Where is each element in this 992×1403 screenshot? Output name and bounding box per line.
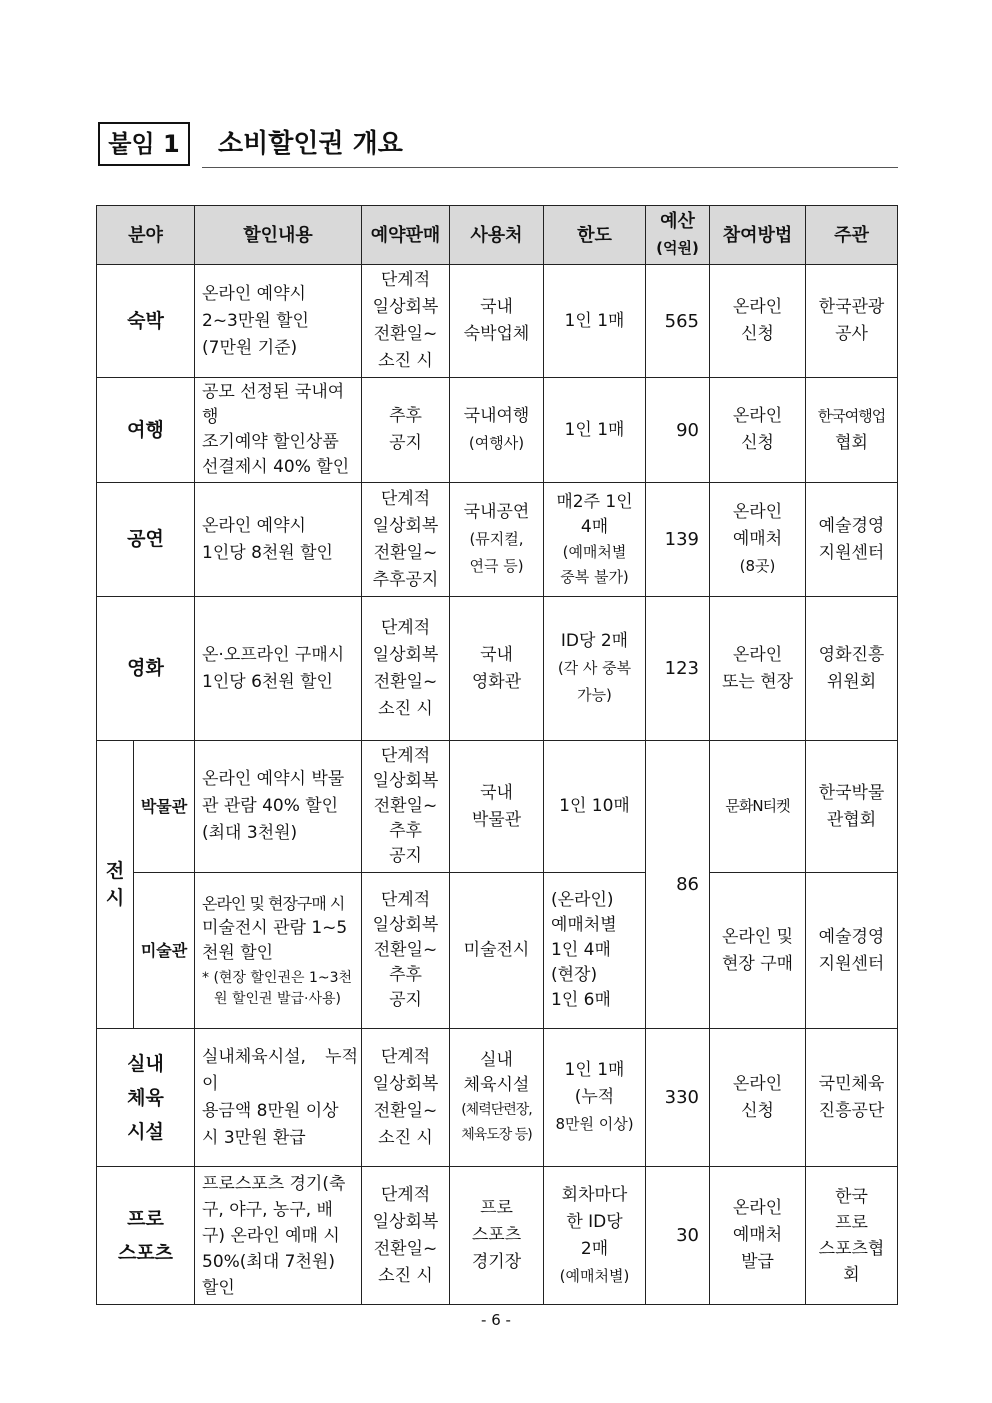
field-pro-sports: 프로 스포츠 bbox=[97, 1167, 195, 1305]
usage-cell: 국내 박물관 bbox=[450, 741, 544, 873]
attachment-badge: 붙임 1 bbox=[98, 122, 190, 166]
usage-cell: 국내공연 (뮤지컬, 연극 등) bbox=[450, 483, 544, 597]
page-number: - 6 - bbox=[481, 1311, 511, 1329]
subfield-gallery: 미술관 bbox=[134, 873, 195, 1029]
field-movie: 영화 bbox=[97, 597, 195, 741]
limit-cell: 1인 1매 bbox=[544, 265, 646, 378]
host-cell: 한국여행업 협회 bbox=[806, 378, 898, 483]
limit-cell: 1인 1매 bbox=[544, 378, 646, 483]
header-limit: 한도 bbox=[544, 206, 646, 265]
budget-cell: 565 bbox=[646, 265, 710, 378]
header-host: 주관 bbox=[806, 206, 898, 265]
table-row bbox=[97, 597, 898, 741]
limit-cell: (온라인) 예매처별 1인 4매 (현장) 1인 6매 bbox=[544, 873, 646, 1029]
method-cell: 문화N티켓 bbox=[710, 741, 806, 873]
limit-cell: 1인 10매 bbox=[544, 741, 646, 873]
content-cell: 온라인 예약시 1인당 8천원 할인 bbox=[195, 483, 362, 597]
budget-cell: 123 bbox=[646, 597, 710, 741]
content-cell: 프로스포츠 경기(축 구, 야구, 농구, 배 구) 온라인 예매 시 50%(최대 7천원) 할인 bbox=[195, 1167, 362, 1305]
discount-voucher-table bbox=[96, 205, 898, 1305]
host-cell: 예술경영 지원센터 bbox=[806, 483, 898, 597]
host-cell: 예술경영 지원센터 bbox=[806, 873, 898, 1029]
method-cell: 온라인 또는 현장 bbox=[710, 597, 806, 741]
method-cell: 온라인 예매처 발급 bbox=[710, 1167, 806, 1305]
field-performance: 공연 bbox=[97, 483, 195, 597]
sale-cell: 단계적 일상회복 전환일~ 추후공지 bbox=[362, 483, 450, 597]
table-row bbox=[97, 873, 898, 1029]
usage-cell: 국내 영화관 bbox=[450, 597, 544, 741]
sale-cell: 단계적 일상회복 전환일~ 소진 시 bbox=[362, 265, 450, 378]
header-sale: 예약판매 bbox=[362, 206, 450, 265]
method-cell: 온라인 신청 bbox=[710, 1029, 806, 1167]
host-cell: 국민체육 진흥공단 bbox=[806, 1029, 898, 1167]
content-cell: 온라인 예약시 박물 관 관람 40% 할인 (최대 3천원) bbox=[195, 741, 362, 873]
table-row bbox=[97, 1029, 898, 1167]
usage-cell: 프로 스포츠 경기장 bbox=[450, 1167, 544, 1305]
budget-cell: 90 bbox=[646, 378, 710, 483]
sale-cell: 단계적 일상회복 전환일~ 소진 시 bbox=[362, 1029, 450, 1167]
content-cell: 실내체육시설, 누적 이 용금액 8만원 이상 시 3만원 환급 bbox=[195, 1029, 362, 1167]
header-budget: 예산 (억원) bbox=[646, 206, 710, 265]
budget-cell: 330 bbox=[646, 1029, 710, 1167]
content-cell: 온·오프라인 구매시 1인당 6천원 할인 bbox=[195, 597, 362, 741]
heading-divider bbox=[202, 167, 898, 168]
table-header-row bbox=[97, 206, 898, 265]
content-cell: 온라인 예약시 2~3만원 할인 (7만원 기준) bbox=[195, 265, 362, 378]
usage-cell: 실내 체육시설 (체력단련장, 체육도장 등) bbox=[450, 1029, 544, 1167]
section-heading bbox=[98, 122, 898, 170]
header-content: 할인내용 bbox=[195, 206, 362, 265]
method-cell: 온라인 신청 bbox=[710, 378, 806, 483]
method-cell: 온라인 및 현장 구매 bbox=[710, 873, 806, 1029]
table-row bbox=[97, 483, 898, 597]
host-cell: 한국박물 관협회 bbox=[806, 741, 898, 873]
sale-cell: 단계적 일상회복 전환일~ 추후 공지 bbox=[362, 741, 450, 873]
sale-cell: 단계적 일상회복 전환일~ 추후 공지 bbox=[362, 873, 450, 1029]
budget-cell: 86 bbox=[646, 741, 710, 1029]
header-method: 참여방법 bbox=[710, 206, 806, 265]
host-cell: 한국관광 공사 bbox=[806, 265, 898, 378]
host-cell: 한국 프로 스포츠협 회 bbox=[806, 1167, 898, 1305]
content-cell: 공모 선정된 국내여행 조기예약 할인상품 선결제시 40% 할인 bbox=[195, 378, 362, 483]
usage-cell: 국내 숙박업체 bbox=[450, 265, 544, 378]
table-row bbox=[97, 265, 898, 378]
table-row bbox=[97, 741, 898, 873]
header-field: 분야 bbox=[97, 206, 195, 265]
budget-cell: 139 bbox=[646, 483, 710, 597]
subfield-museum: 박물관 bbox=[134, 741, 195, 873]
table-row bbox=[97, 1167, 898, 1305]
method-cell: 온라인 신청 bbox=[710, 265, 806, 378]
usage-cell: 국내여행 (여행사) bbox=[450, 378, 544, 483]
sale-cell: 추후 공지 bbox=[362, 378, 450, 483]
limit-cell: 1인 1매 (누적 8만원 이상) bbox=[544, 1029, 646, 1167]
table-row bbox=[97, 378, 898, 483]
limit-cell: 회차마다 한 ID당 2매 (예매처별) bbox=[544, 1167, 646, 1305]
budget-cell: 30 bbox=[646, 1167, 710, 1305]
gallery-note: * (현장 할인권은 1~3천원 할인권 발급·사용) bbox=[202, 970, 353, 1007]
sale-cell: 단계적 일상회복 전환일~ 소진 시 bbox=[362, 597, 450, 741]
field-lodging: 숙박 bbox=[97, 265, 195, 378]
limit-cell: 매2주 1인 4매 (예매처별 중복 불가) bbox=[544, 483, 646, 597]
method-cell: 온라인 예매처 (8곳) bbox=[710, 483, 806, 597]
host-cell: 영화진흥 위원회 bbox=[806, 597, 898, 741]
usage-cell: 미술전시 bbox=[450, 873, 544, 1029]
field-exhibition: 전 시 bbox=[97, 741, 134, 1029]
content-cell: 온라인 및 현장구매 시 미술전시 관람 1~5 천원 할인 * (현장 할인권은 1~3천원 할인권 발급·사용) bbox=[195, 873, 362, 1029]
sale-cell: 단계적 일상회복 전환일~ 소진 시 bbox=[362, 1167, 450, 1305]
limit-cell: ID당 2매 (각 사 중복 가능) bbox=[544, 597, 646, 741]
field-sports-facility: 실내 체육 시설 bbox=[97, 1029, 195, 1167]
header-usage: 사용처 bbox=[450, 206, 544, 265]
field-travel: 여행 bbox=[97, 378, 195, 483]
page-title: 소비할인권 개요 bbox=[218, 129, 403, 159]
